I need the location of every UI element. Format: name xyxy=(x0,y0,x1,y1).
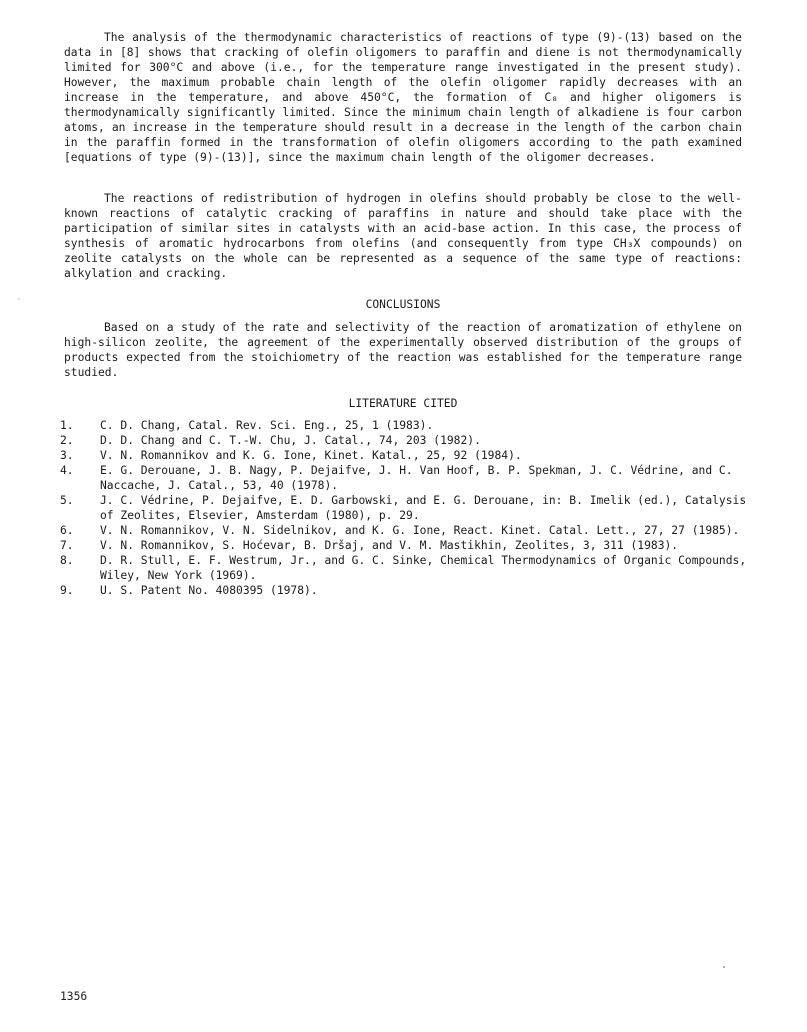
body-paragraph-2 xyxy=(64,191,742,281)
reference-text: D. D. Chang and C. T.-W. Chu, J. Catal., 74, 203 (1982). xyxy=(100,434,481,447)
reference-number: 6. xyxy=(60,524,74,537)
reference-text: V. N. Romannikov, V. N. Sidelnikov, and K. G. Ione, React. Kinet. Catal. Lett., 27, 27 (1985). xyxy=(100,524,740,537)
body-paragraph-2-text: The reactions of redistribution of hydrogen in olefins should probably be close to the well-known reactions of catalytic cracking of paraffins in nature and should take place with the participation of similar sites in catalysts with an acid-base action. In this case, the process of synthesis of aromatic hydrocarbons from olefins (and consequently from type CH₃X compounds) on zeolite catalysts on the whole can be represented as a sequence of the same type of reactions: alkylation and cracking. xyxy=(64,192,742,280)
reference-item xyxy=(60,433,750,448)
reference-item xyxy=(60,538,750,553)
reference-text: C. D. Chang, Catal. Rev. Sci. Eng., 25, 1 (1983). xyxy=(100,419,434,432)
reference-item xyxy=(60,448,750,463)
reference-text: U. S. Patent No. 4080395 (1978). xyxy=(100,584,318,597)
body-paragraph-1-text: The analysis of the thermodynamic characteristics of reactions of type (9)-(13) based on the data in [8] shows that cracking of olefin oligomers to paraffin and diene is not thermodynamically limited for 300°C and above (i.e., for the temperature range investigated in the present study). However, the maximum probable chain length of the olefin oligomer rapidly decreases with an increase in the temperature, and above 450°C, the formation of C₈ and higher oligomers is thermodynamically significantly limited. Since the minimum chain length of alkadiene is four carbon atoms, an increase in the temperature should result in a decrease in the length of the carbon chain in the paraffin formed in the transformation of olefin oligomers according to the path examined [equations of type (9)-(13)], since the maximum chain length of the oligomer decreases. xyxy=(64,31,742,164)
conclusions-text: Based on a study of the rate and selectivity of the reaction of aromatization of ethylene on high-silicon zeolite, the agreement of the experimentally observed distribution of the groups of products expected from the stoichiometry of the reaction was established for the temperature range studied. xyxy=(64,321,742,379)
reference-text: D. R. Stull, E. F. Westrum, Jr., and G. C. Sinke, Chemical Thermodynamics of Organic Compounds, Wiley, New York (1969). xyxy=(100,554,747,582)
reference-text: E. G. Derouane, J. B. Nagy, P. Dejaifve, J. H. Van Hoof, B. P. Spekman, J. C. Védrine, and C. Naccache, J. Catal., 53, 40 (1978). xyxy=(100,464,733,492)
reference-text: V. N. Romannikov, S. Hoćevar, B. Dršaj, and V. M. Mastikhin, Zeolites, 3, 311 (1983). xyxy=(100,539,679,552)
conclusions-paragraph xyxy=(64,320,742,380)
reference-number: 1. xyxy=(60,419,74,432)
reference-number: 7. xyxy=(60,539,74,552)
reference-number: 3. xyxy=(60,449,74,462)
page-number: 1356 xyxy=(60,990,88,1003)
literature-heading: LITERATURE CITED xyxy=(348,397,458,410)
body-paragraph-1 xyxy=(64,30,742,165)
reference-number: 2. xyxy=(60,434,74,447)
reference-number: 5. xyxy=(60,494,74,507)
reference-number: 9. xyxy=(60,584,74,597)
reference-item xyxy=(60,553,750,583)
reference-text: J. C. Védrine, P. Dejaifve, E. D. Garbowski, and E. G. Derouane, in: B. Imelik (ed.), Catalysis of Zeolites, Elsevier, Amsterdam (1980), p. 29. xyxy=(100,494,747,522)
reference-list xyxy=(60,418,750,598)
reference-text: V. N. Romannikov and K. G. Ione, Kinet. Katal., 25, 92 (1984). xyxy=(100,449,522,462)
reference-item xyxy=(60,493,750,523)
reference-number: 8. xyxy=(60,554,74,567)
scan-speck xyxy=(18,298,20,300)
reference-number: 4. xyxy=(60,464,74,477)
reference-item xyxy=(60,463,750,493)
reference-item xyxy=(60,418,750,433)
reference-item xyxy=(60,523,750,538)
conclusions-heading: CONCLUSIONS xyxy=(365,298,441,311)
reference-item xyxy=(60,583,750,598)
scan-speck xyxy=(723,966,725,968)
